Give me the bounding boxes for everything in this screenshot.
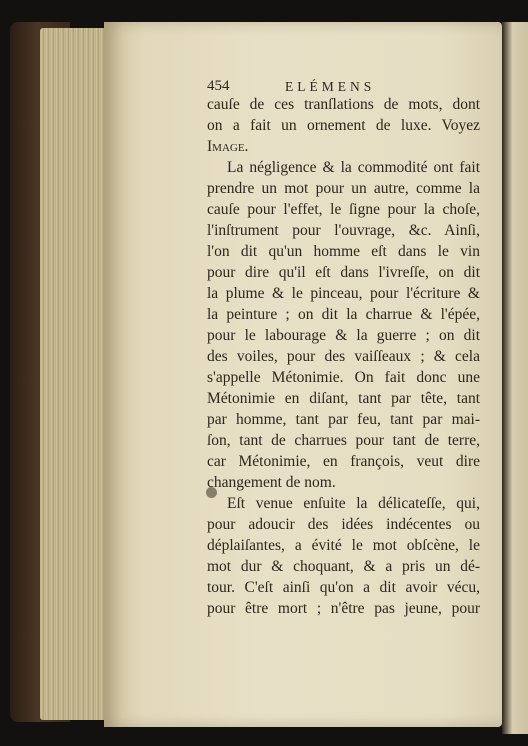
- text-line: par homme, tant par feu, tant par mai-: [207, 411, 480, 428]
- text-line: pour être mort ; n'être pas jeune, pour: [207, 600, 480, 617]
- text-line: Métonimie en diſant, tant par tête, tant: [207, 390, 480, 407]
- text-line: Eſt venue enſuite la délicateſſe, qui,: [227, 495, 480, 512]
- text-line: car Métonimie, en françois, veut dire: [207, 453, 480, 470]
- paragraph: [207, 94, 480, 157]
- text-line: Image.: [207, 138, 249, 155]
- text-line: mot dur & choquant, & a pris un dé-: [207, 558, 480, 575]
- running-head: ELÉMENS: [285, 79, 376, 94]
- text-line: ſon, tant de charrues pour tant de terre,: [207, 432, 480, 449]
- text-line: on a fait un ornement de luxe. Voyez: [207, 117, 480, 134]
- text-line: La négligence & la commodité ont fait: [227, 159, 480, 176]
- text-line: pour dire qu'il eſt dans l'ivreſſe, on dit: [207, 264, 480, 281]
- text-line: pour adoucir des idées indécentes ou: [207, 516, 480, 533]
- text-line: des voiles, pour des vaiſſeaux ; & cela: [207, 348, 480, 365]
- text-line: la plume & le pinceau, pour l'écriture &: [207, 285, 480, 302]
- text-line: pour le labourage & la guerre ; on dit: [207, 327, 480, 344]
- text-line: déplaiſantes, a évité le mot obſcène, le: [207, 537, 480, 554]
- text-line: cauſe pour l'effet, le ſigne pour la choſe,: [207, 201, 480, 218]
- page-header: [207, 76, 480, 94]
- paragraph: [207, 493, 480, 619]
- text-line: s'appelle Métonimie. On fait donc une: [207, 369, 480, 386]
- text-line: l'on dit qu'un homme eſt dans le vin: [207, 243, 480, 260]
- text-line: la peinture ; on dit la charrue & l'épée,: [207, 306, 480, 323]
- text-line: changement de nom.: [207, 474, 336, 491]
- page-number: 454: [207, 78, 230, 94]
- page-text: [207, 76, 480, 619]
- facing-page-sliver: [502, 22, 528, 734]
- paragraph: [207, 157, 480, 493]
- text-line: prendre un mot pour un autre, comme la: [207, 180, 480, 197]
- text-line: l'inſtrument pour l'ouvrage, &c. Ainſi,: [207, 222, 480, 239]
- text-line: cauſe de ces tranſlations de mots, dont: [207, 96, 480, 113]
- text-line: tour. C'eſt ainſi qu'on a dit avoir vécu,: [207, 579, 480, 596]
